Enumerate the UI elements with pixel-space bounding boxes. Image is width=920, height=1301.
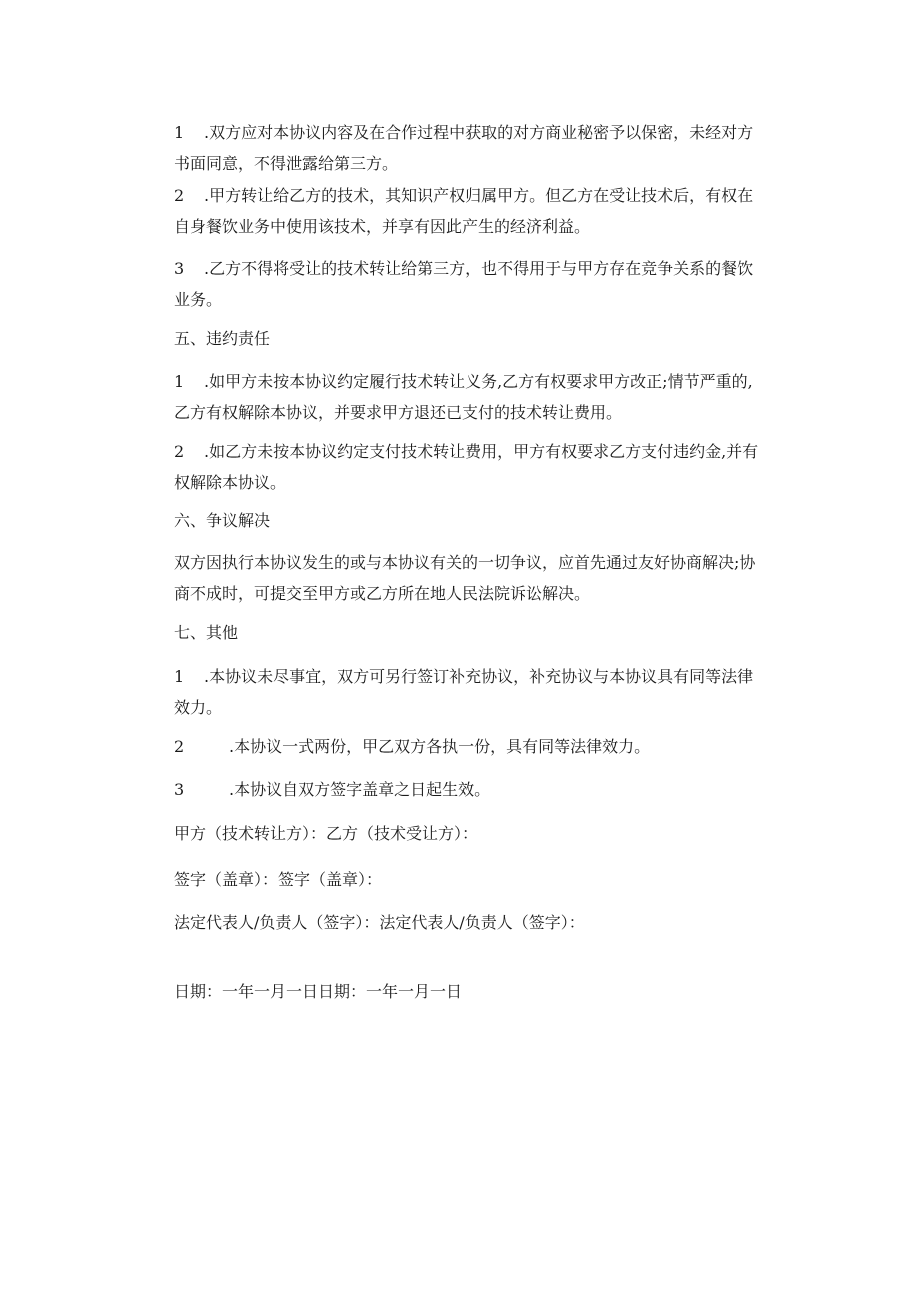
clause-text-line1: .如乙方未按本协议约定支付技术转让费用，甲方有权要求乙方支付违约金,并有: [204, 442, 759, 461]
clause-number: 3: [174, 259, 185, 278]
signature-date: 日期：一年一月一日日期：一年一月一日: [174, 982, 463, 1001]
clause-text: .本协议自双方签字盖章之日起生效。: [229, 780, 491, 799]
clause-paragraph: [174, 547, 796, 609]
clause-text-line1: .乙方不得将受让的技术转让给第三方，也不得用于与甲方存在竞争关系的餐饮: [204, 259, 754, 278]
clause-number: 1: [174, 372, 185, 391]
clause-paragraph: [174, 774, 490, 805]
clause-text-line2: 权解除本协议。: [174, 473, 287, 492]
clause-text-line1: .如甲方未按本协议约定履行技术转让义务,乙方有权要求甲方改正;情节严重的,: [204, 372, 753, 391]
clause-text-line2: 商不成时，可提交至甲方或乙方所在地人民法院诉讼解决。: [174, 584, 591, 603]
signature-seal: 签字（盖章）：签字（盖章）：: [174, 870, 383, 889]
clause-paragraph: [174, 436, 796, 498]
clause-text-line1: .甲方转让给乙方的技术，其知识产权归属甲方。但乙方在受让技术后，有权在: [204, 186, 754, 205]
clause-paragraph: [174, 731, 650, 762]
clause-text-line1: 双方因执行本协议发生的或与本协议有关的一切争议，应首先通过友好协商解决;协: [174, 553, 756, 572]
signature-parties: 甲方（技术转让方）：乙方（技术受让方）：: [174, 824, 479, 843]
clause-paragraph: [174, 117, 796, 179]
clause-text-line2: 效力。: [174, 698, 223, 717]
clause-number: 2: [174, 737, 185, 756]
clause-paragraph: [174, 366, 796, 428]
clause-text-line1: .本协议未尽事宜，双方可另行签订补充协议，补充协议与本协议具有同等法律: [204, 667, 754, 686]
clause-text-line2: 书面同意，不得泄露给第三方。: [174, 154, 399, 173]
clause-number: 2: [174, 186, 185, 205]
clause-paragraph: [174, 180, 796, 242]
clause-text: .本协议一式两份，甲乙双方各执一份，具有同等法律效力。: [229, 737, 651, 756]
section-heading: 六、争议解决: [174, 511, 271, 530]
section-heading: 五、违约责任: [174, 329, 271, 348]
clause-text-line2: 业务。: [174, 290, 223, 309]
section-heading: 七、其他: [174, 623, 239, 642]
clause-number: 3: [174, 780, 185, 799]
signature-representative: 法定代表人/负责人（签字）：法定代表人/负责人（签字）：: [174, 913, 585, 932]
clause-paragraph: [174, 661, 796, 723]
clause-text-line1: .双方应对本协议内容及在合作过程中获取的对方商业秘密予以保密，未经对方: [204, 123, 754, 142]
clause-number: 1: [174, 123, 185, 142]
clause-number: 1: [174, 667, 185, 686]
clause-text-line2: 自身餐饮业务中使用该技术，并享有因此产生的经济利益。: [174, 217, 591, 236]
clause-number: 2: [174, 442, 185, 461]
clause-paragraph: [174, 253, 796, 315]
clause-text-line2: 乙方有权解除本协议，并要求甲方退还已支付的技术转让费用。: [174, 403, 623, 422]
